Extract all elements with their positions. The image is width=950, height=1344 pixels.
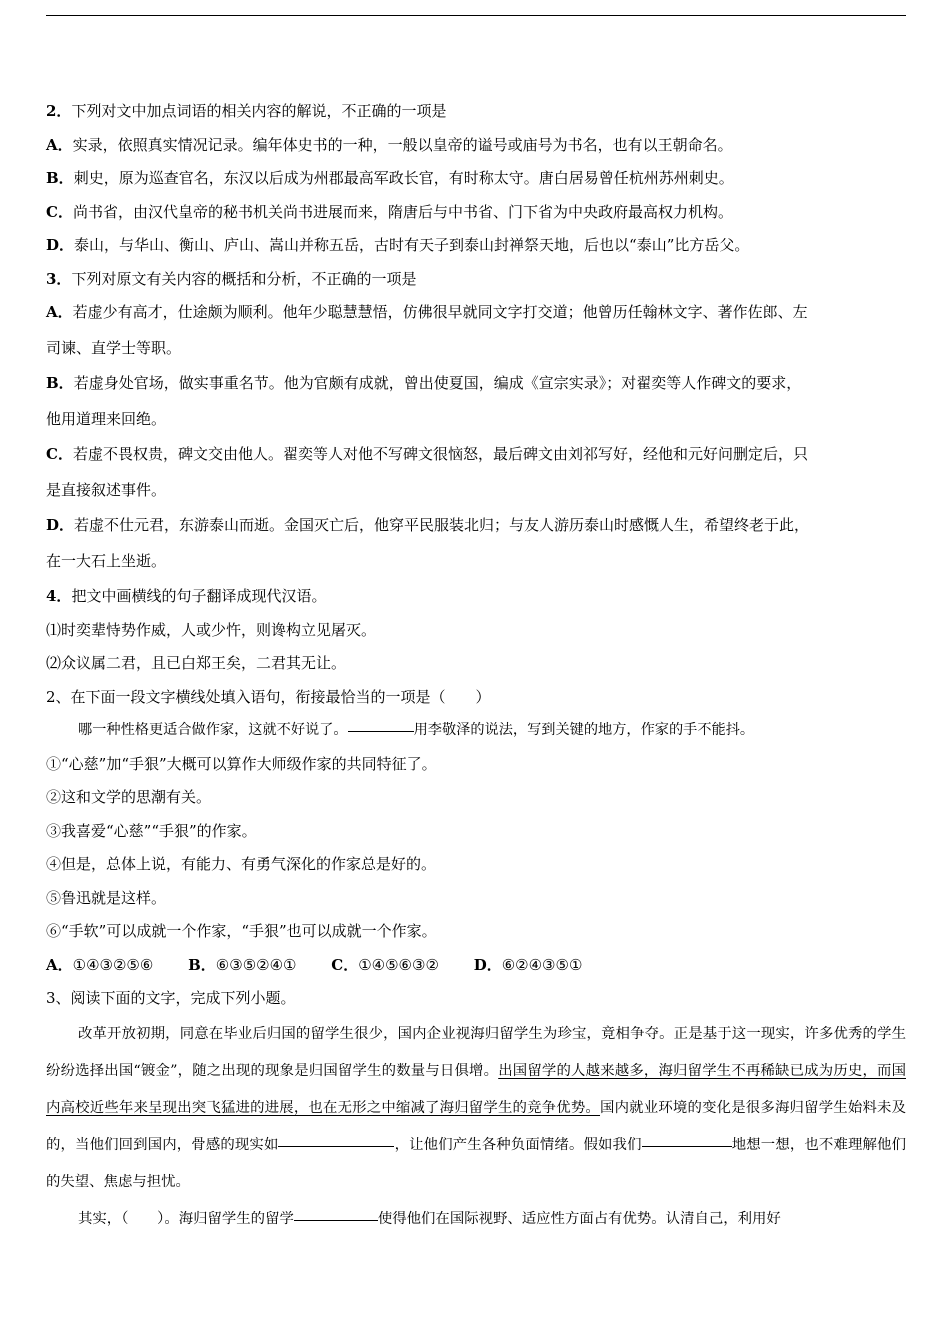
fill-blank	[294, 1219, 378, 1221]
fill-blank	[348, 730, 414, 732]
section-2-stem: 2、在下面一段文字横线处填入语句，衔接最恰当的一项是（ ）	[46, 687, 491, 706]
section-2-choices	[46, 949, 906, 983]
fill-blank	[642, 1145, 732, 1147]
q3-option-a: A．若虚少有高才，仕途颇为顺利。他年少聪慧慧悟，仿佛很早就同文字打交道；他曾历任翰林文字、著作佐郎、左	[46, 303, 808, 321]
q3-option-b-cont: 他用道理来回绝。	[46, 410, 167, 428]
section-3-paragraph-2: 其实，（ ）。海归留学生的留学 使得他们在国际视野、适应性方面占有优势。认清自己，利用好	[78, 1210, 781, 1227]
sentence-3: ③我喜爱“心慈”“手狠”的作家。	[46, 821, 257, 840]
sentence-4: ④但是，总体上说，有能力、有勇气深化的作家总是好的。	[46, 855, 437, 873]
document-body	[46, 95, 906, 1238]
q3-option-c: C．若虚不畏权贵，碑文交由他人。翟奕等人对他不写碑文很恼怒，最后碑文由刘祁写好，经他和元好问删定后，只	[46, 445, 808, 463]
sentence-6: ⑥“手软”可以成就一个作家，“手狠”也可以成就一个作家。	[46, 922, 437, 940]
q3-option-a-cont: 司谏、直学士等职。	[46, 339, 182, 357]
choice-d: D．⑥②④③⑤①	[473, 955, 583, 974]
choice-b: B．⑥③⑤②④①	[188, 955, 297, 974]
q3-option-d: D．若虚不仕元君，东游泰山而逝。金国灭亡后，他穿平民服装北归；与友人游历泰山时感慨人生，希望终老于此，	[46, 516, 810, 534]
question-number: 2．	[46, 102, 72, 120]
question-4-stem: 4．把文中画横线的句子翻译成现代汉语。	[46, 587, 327, 605]
fill-blank	[278, 1145, 394, 1147]
section-3-stem: 3、阅读下面的文字，完成下列小题。	[46, 989, 296, 1007]
q2-option-d: D．泰山，与华山、衡山、庐山、嵩山并称五岳，古时有天子到泰山封禅祭天地，后也以“泰山”比方岳父。	[46, 236, 750, 254]
q2-option-b: B．刺史，原为巡查官名，东汉以后成为州郡最高军政长官，有时称太守。唐白居易曾任杭州苏州刺史。	[46, 169, 734, 187]
q3-option-b: B．若虚身处官场，做实事重名节。他为官颇有成就，曾出使夏国，编成《宣宗实录》；对翟奕等人作碑文的要求，	[46, 374, 802, 392]
question-number: 4．	[46, 587, 72, 605]
header-rule	[46, 15, 906, 16]
question-3-stem: 3．下列对原文有关内容的概括和分析，不正确的一项是	[46, 269, 417, 288]
q3-option-d-cont: 在一大石上坐逝。	[46, 552, 167, 570]
underlined-sentence: 出国留学的人越来越多，海归留学生不再稀缺已成为历史，而国内高校近些年来呈现出突飞猛进的进展，也在无形之中缩减了海归留学生的竞争优势。	[46, 1062, 906, 1116]
sentence-5: ⑤鲁迅就是这样。	[46, 888, 167, 907]
q4-item-2: ⑵众议属二君，且已白郑王矣，二君其无让。	[46, 654, 347, 672]
sentence-2: ②这和文学的思潮有关。	[46, 788, 212, 806]
q3-option-c-cont: 是直接叙述事件。	[46, 481, 167, 499]
section-2-passage: 哪一种性格更适合做作家，这就不好说了。 用李敬泽的说法，写到关键的地方，作家的手不能抖。	[78, 722, 755, 738]
q2-option-a: A．实录，依照真实情况记录。编年体史书的一种，一般以皇帝的谥号或庙号为书名，也有以王朝命名。	[46, 135, 733, 154]
question-number: 3．	[46, 269, 72, 288]
question-2-stem: 2．下列对文中加点词语的相关内容的解说，不正确的一项是	[46, 102, 447, 120]
q4-item-1: ⑴时奕辈恃势作威，人或少忤，则谗构立见屠灭。	[46, 620, 377, 639]
section-3-paragraph-1: 改革开放初期，同意在毕业后归国的留学生很少，国内企业视海归留学生为珍宝，竟相争夺。正是基于这一现实，许多优秀的学生纷纷选择出国“镀金”，随之出现的现象是归国留学生的数量与日俱增。出国留学的人越来越多，海归留学生不再稀缺已成为历史，而国内高校近些年来呈现出突飞猛进的进展，也在无形之中缩减了海归留学生的竞争优势。国内就业环境的变化是很多海归留学生始料未及的，当他们回到国内，骨感的现实如 ，让他们产生各种负面情绪。假如我们 地想一想，也不难理解他们的失望、焦虑与担忧。	[46, 1025, 906, 1190]
q2-option-c: C．尚书省，由汉代皇帝的秘书机关尚书进展而来，隋唐后与中书省、门下省为中央政府最高权力机构。	[46, 202, 733, 221]
choice-c: C．①④⑤⑥③②	[331, 955, 439, 974]
choice-a: A．①④③②⑤⑥	[46, 955, 154, 974]
sentence-1: ①“心慈”加“手狠”大概可以算作大师级作家的共同特征了。	[46, 754, 437, 773]
